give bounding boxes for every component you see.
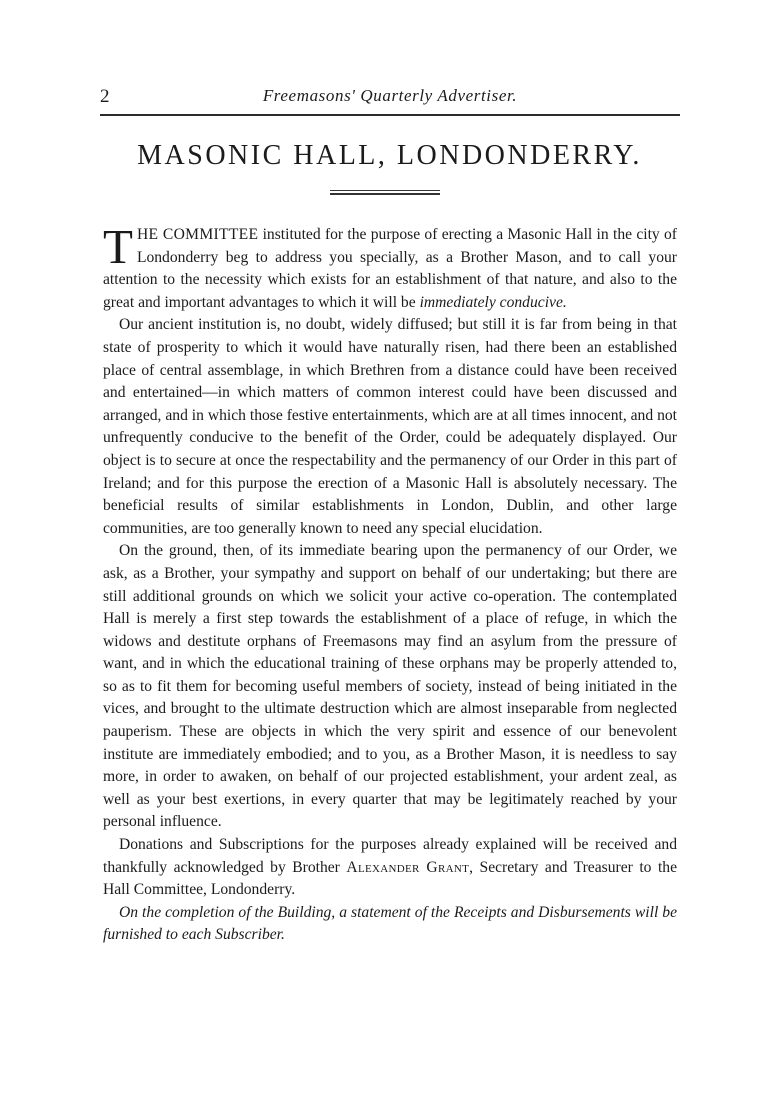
paragraph-1-italic-tail: immediately conducive. xyxy=(419,293,567,311)
drop-cap: T xyxy=(103,219,133,274)
subscriber-note: On the completion of the Building, a statement of the Receipts and Disbursements will be furnished to each Subscriber. xyxy=(103,903,677,944)
paragraph-1 xyxy=(103,219,677,314)
title-ornament-rule xyxy=(330,190,440,195)
paragraph-1-text: instituted for the purpose of erecting a Masonic Hall in the city of Londonderry beg to address you specially, as a Brother Mason, and to call your attention to the necessity which exists for an establishment of that nature, and also to the great and important advantages to which it will be xyxy=(103,226,677,311)
paragraph-2: Our ancient institution is, no doubt, widely diffused; but still it is far from being in that state of prosperity to which it would have naturally risen, had there been an established place of central assemblage, in which Brethren from a distance could have been received and entertained—in which matters of common interest could have been discussed and arranged, and in which those festive entertainments, which are at all times innocent, and not unfrequently conducive to the benefit of the Order, could be adequately displayed. Our object is to secure at once the respectability and the permanency of our Order in this part of Ireland; and for this purpose the erection of a Masonic Hall is absolutely necessary. The beneficial results of similar establishments in London, Dublin, and other large communities, are too generally known to need any special elucidation. xyxy=(103,316,677,537)
article-title: MASONIC HALL, LONDONDERRY. xyxy=(137,140,642,171)
paragraph-1-lead: HE COMMITTEE xyxy=(136,226,259,243)
paragraph-3: On the ground, then, of its immediate bearing upon the permanency of our Order, we ask, as a Brother, your sympathy and support on behalf of our undertaking; but there are still additional grounds on which we solicit your active co-operation. The contemplated Hall is merely a first step towards the establishment of a place of refuge, in which the widows and destitute orphans of Freemasons may find an asylum from the pressure of want, and in which the educational training of these orphans may be properly attended to, so as to fit them for becoming useful members of society, instead of being initiated in the vices, and brought to the ultimate destruction which are almost inseparable from neglected pauperism. These are objects in which the very spirit and essence of our benevolent institute are immediately embodied; and to you, as a Brother Mason, it is needless to say more, in order to awaken, on behalf of our projected establishment, your ardent zeal, as well as your best exertions, in every quarter that may be legitimately reached by your personal influence. xyxy=(103,542,677,831)
header-rule xyxy=(100,114,680,116)
running-head xyxy=(100,86,680,110)
secretary-name: Alexander Grant xyxy=(346,858,470,876)
paragraph-4 xyxy=(103,834,677,902)
running-title: Freemasons' Quarterly Advertiser. xyxy=(262,86,518,105)
page-number: 2 xyxy=(100,86,110,107)
paragraph-4-tail: , Secretary and Treasurer to the Hall Committee, Londonderry. xyxy=(103,858,678,899)
article-body xyxy=(103,219,678,947)
paragraph-4-text: Donations and Subscriptions for the purposes already explained will be received and thankfully acknowledged by Brother xyxy=(103,836,677,876)
